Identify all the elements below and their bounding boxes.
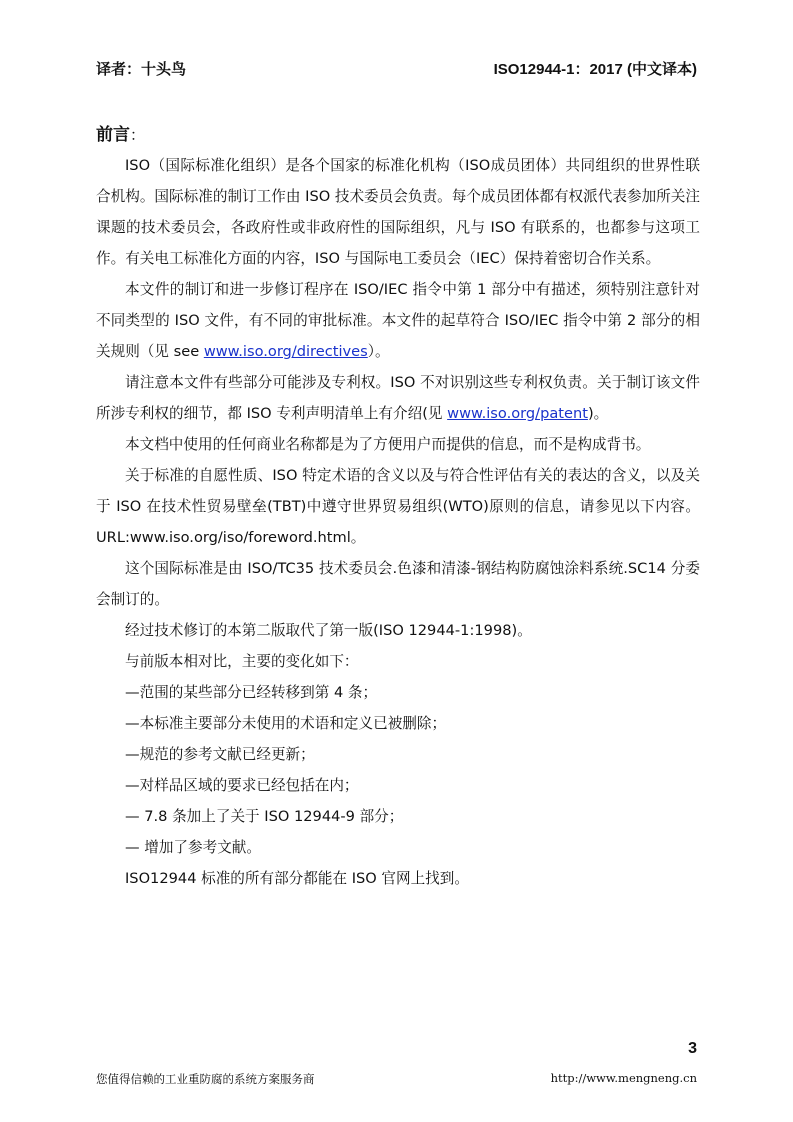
- patent-link[interactable]: www.iso.org/patent: [447, 405, 588, 422]
- paragraph-availability: ISO12944 标准的所有部分都能在 ISO 官网上找到。: [125, 870, 469, 887]
- paragraph-procedures-end: ）。: [367, 343, 390, 360]
- section-title: [96, 120, 145, 145]
- paragraph-edition: 经过技术修订的本第二版取代了第一版(ISO 12944-1:1998)。: [125, 622, 532, 639]
- header-translator: 译者：十头鸟: [96, 61, 187, 78]
- list-item-change: — 7.8 条加上了关于 ISO 12944-9 部分；: [125, 808, 404, 825]
- footer-website-link[interactable]: http://www.mengneng.cn: [550, 1071, 697, 1085]
- paragraph-voluntary-nature: 关于标准的自愿性质、ISO 特定术语的含义以及与符合性评估有关的表达的含义，以及关于 ISO 在技术性贸易壁垒(TBT)中遵守世界贸易组织(WTO)原则的信息，请参见以下内容。URL:www.iso.org/iso/foreword.html。: [96, 467, 700, 546]
- paragraph-iso-intro: ISO（国际标准化组织）是各个国家的标准化机构（ISO成员团体）共同组织的世界性联合机构。国际标准的制订工作由 ISO 技术委员会负责。每个成员团体都有权派代表参加所关注课题的技术委员会，各政府性或非政府性的国际组织，凡与 ISO 有联系的，也都参与这项工作。有关电工标准化方面的内容，ISO 与国际电工委员会（IEC）保持着密切合作关系。: [96, 157, 700, 267]
- section-title-colon: ：: [130, 126, 146, 144]
- directives-link[interactable]: www.iso.org/directives: [203, 343, 368, 360]
- paragraph-procedures: [96, 274, 700, 367]
- foreword-body: [96, 150, 700, 894]
- paragraph-patents: [96, 367, 700, 429]
- paragraph-changes-intro: 与前版本相对比，主要的变化如下：: [125, 653, 359, 670]
- header-standard-title: ISO12944-1：2017 (中文译本): [493, 61, 697, 78]
- paragraph-procedures-text: 本文件的制订和进一步修订程序在 ISO/IEC 指令中第 1 部分中有描述，须特别注意针对不同类型的 ISO 文件，有不同的审批标准。本文件的起草符合 ISO/IEC 指令中第 2 部分的相关规则（见 see: [96, 281, 700, 360]
- page-header: [96, 58, 697, 79]
- list-item-change: —范围的某些部分已经转移到第 4 条；: [125, 684, 378, 701]
- paragraph-trade-names: 本文档中使用的任何商业名称都是为了方便用户而提供的信息，而不是构成背书。: [125, 436, 651, 453]
- list-item-change: —规范的参考文献已经更新；: [125, 746, 315, 763]
- section-title-text: 前言: [96, 125, 130, 145]
- list-item-change: —对样品区域的要求已经包括在内；: [125, 777, 359, 794]
- list-item-change: —本标准主要部分未使用的术语和定义已被删除；: [125, 715, 447, 732]
- list-item-change: — 增加了参考文献。: [125, 839, 261, 856]
- page-footer: [96, 1071, 697, 1087]
- paragraph-patents-text: 请注意本文件有些部分可能涉及专利权。ISO 不对识别这些专利权负责。关于制订该文件所涉专利权的细节，都 ISO 专利声明清单上有介绍(见: [96, 374, 700, 422]
- footer-slogan: 您值得信赖的工业重防腐的系统方案服务商: [96, 1072, 315, 1086]
- paragraph-patents-end: )。: [587, 405, 609, 422]
- page-number: 3: [688, 1040, 697, 1057]
- paragraph-committee: 这个国际标准是由 ISO/TC35 技术委员会.色漆和清漆-钢结构防腐蚀涂料系统.SC14 分委会制订的。: [96, 560, 700, 608]
